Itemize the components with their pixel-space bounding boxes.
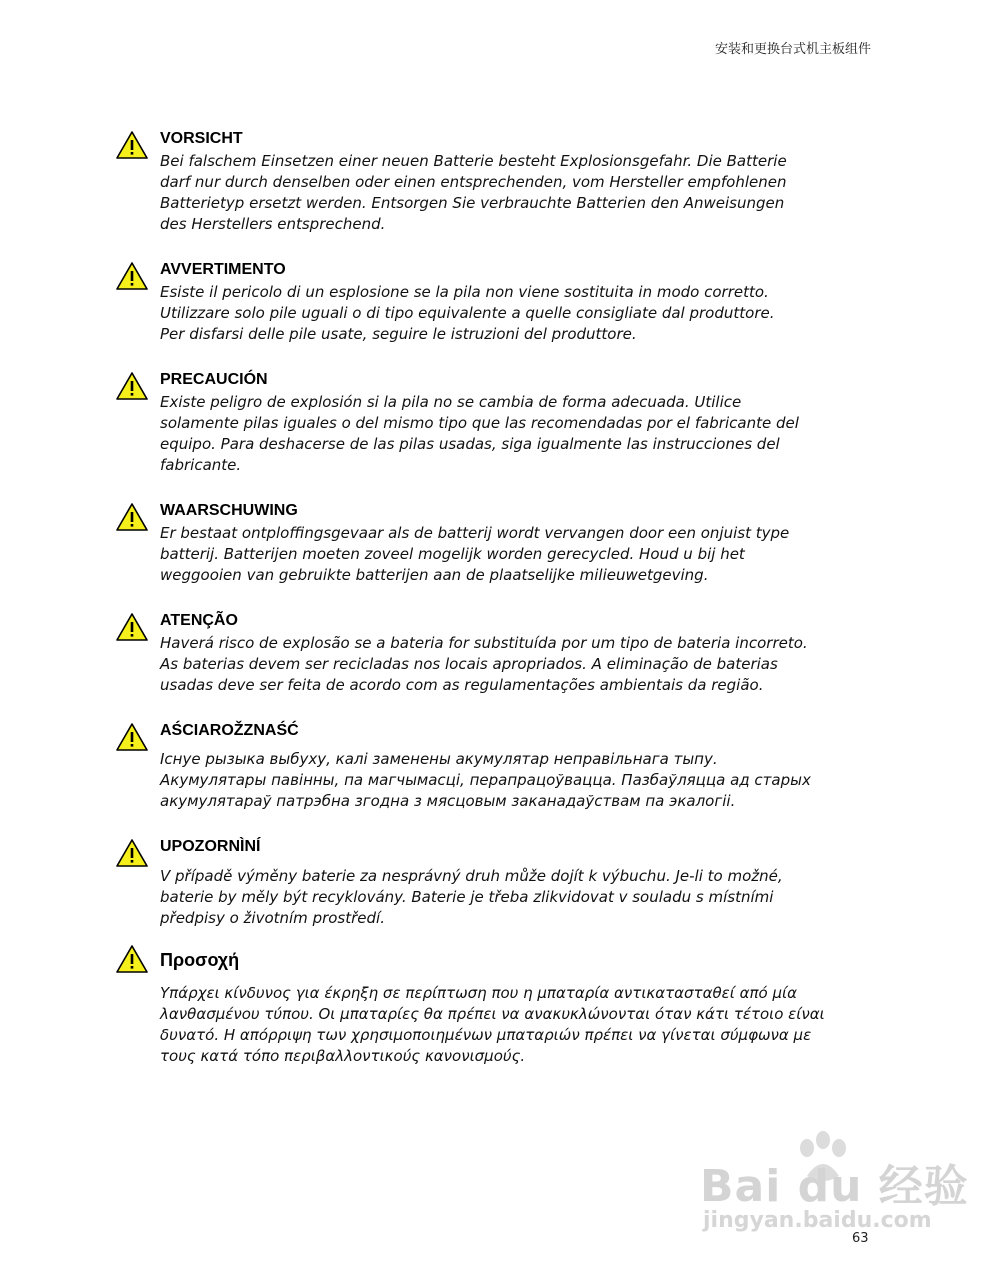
warning-title: AVVERTIMENTO (160, 261, 286, 278)
baidu-watermark (695, 1130, 969, 1233)
warning-text: Esiste il pericolo di un esplosione se la pila non viene sostituita in modo corretto. Utilizzare solo pile uguali o di tipo equivalente a quelle consigliate dal produttore. Per disfarsi delle pile usate, seguire le istruzioni del produttore. (160, 283, 775, 343)
warning-title: PRECAUCIÓN (160, 371, 268, 388)
warning-triangle-icon (115, 130, 149, 160)
warning-text: Bei falschem Einsetzen einer neuen Batterie besteht Explosionsgefahr. Die Batterie darf nur durch denselben oder einen entsprechenden, vom Hersteller empfohlenen Batterietyp ersetzt werden. Entsorgen Sie verbrauchte Batterien den Anweisungen des Herstellers entsprechend. (160, 152, 787, 233)
warning-triangle-icon (115, 371, 149, 401)
warning-title: AŚCIAROŽZNAŚĆ (160, 722, 299, 739)
warning-title: UPOZORNÌNÍ (160, 838, 261, 855)
warning-triangle-icon (115, 502, 149, 532)
warning-triangle-icon (115, 838, 149, 868)
warning-text: Existe peligro de explosión si la pila no se cambia de forma adecuada. Utilice solamente pilas iguales o del mismo tipo que las recomendadas por el fabricante del equipo. Para deshacerse de las pilas usadas, siga igualmente las instrucciones del fabricante. (160, 393, 799, 474)
warning-triangle-icon (115, 612, 149, 642)
running-header: 安装和更换台式机主板组件 (714, 42, 871, 57)
warning-text: V případě výměny baterie za nesprávný druh může dojít k výbuchu. Je-li to možné, baterie by měly být recyklovány. Baterie je třeba zlikvidovat v souladu s místními předpisy o životním prostředí. (160, 867, 783, 927)
warning-text: Існуе рызыка выбуху, калі заменены акумулятар неправільнага тыпу. Акумулятары павінны, па магчымасці, перапрацоўвацца. Пазбаўляцца ад старых акумулятараў патрэбна згодна з мясцовым заканадаўствам па экалогіі. (160, 750, 811, 810)
warning-text: Er bestaat ontploffingsgevaar als de batterij wordt vervangen door een onjuist type batterij. Batterijen moeten zoveel mogelijk worden gerecycled. Houd u bij het weggooien van gebruikte batterijen aan de plaatselijke milieuwetgeving. (160, 524, 790, 584)
warning-text: Haverá risco de explosão se a bateria for substituída por um tipo de bateria incorreto. As baterias devem ser recicladas nos locais apropriados. A eliminação de baterias usadas deve ser feita de acordo com as regulamentações ambientais da região. (160, 634, 808, 694)
warning-title: Προσοχή (160, 950, 240, 970)
warning-text: Υπάρχει κίνδυνος για έκρηξη σε περίπτωση που η μπαταρία αντικατασταθεί από μία λανθασμένου τύπου. Οι μπαταρίες θα πρέπει να ανακυκλώνονται όταν κάτι τέτοιο είναι δυνατό. Η απόρριψη των χρησιμοποιημένων μπαταριών πρέπει να γίνεται σύμφωνα με τους κατά τόπο περιβαλλοντικούς κανονισμούς. (160, 984, 825, 1065)
watermark-logo: Bai du 经验 (700, 1161, 969, 1212)
warning-triangle-icon (115, 944, 149, 974)
warning-triangle-icon (115, 722, 149, 752)
warning-title: ATENÇÃO (160, 612, 238, 629)
warning-title: WAARSCHUWING (160, 502, 298, 519)
page-number: 63 (852, 1231, 869, 1246)
watermark-url: jingyan.baidu.com (703, 1208, 932, 1233)
warning-triangle-icon (115, 261, 149, 291)
warning-title: VORSICHT (160, 130, 243, 147)
